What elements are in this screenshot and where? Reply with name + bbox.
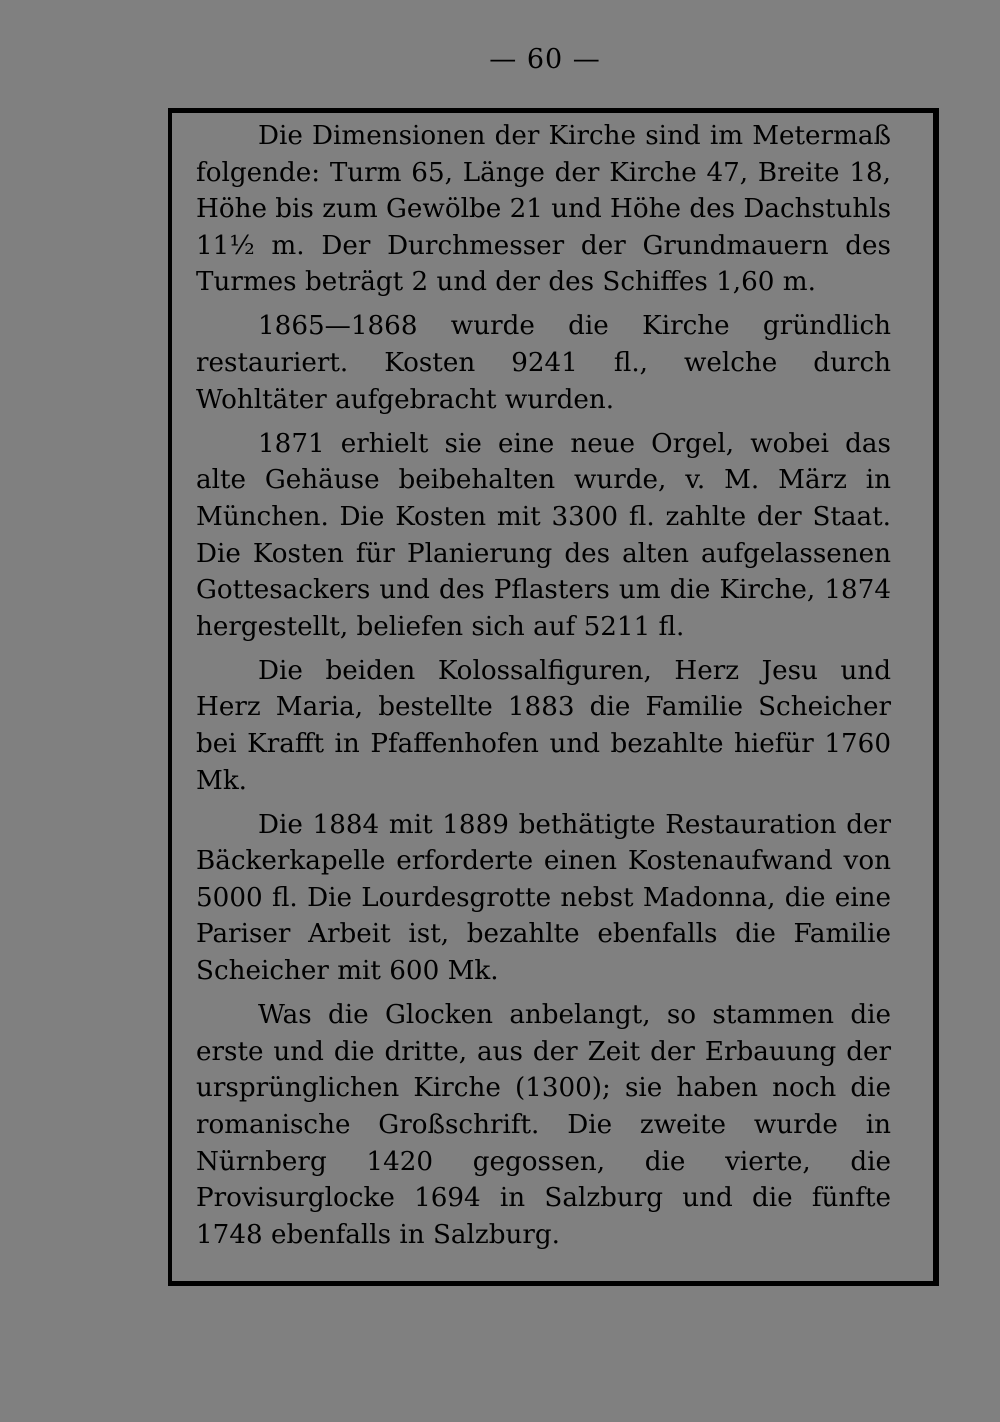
paragraph-organ: 1871 erhielt sie eine neue Orgel, wobei das alte Gehäuse beibehalten wurde, v. M. März in München. Die Kosten mit 3300 fl. zahlte der Staat. Die Kosten für Planierung des alten aufgelassenen Gottesackers und des Pflasters um die Kirche, 1874 hergestellt, beliefen sich auf 5211 fl.: [196, 428, 891, 642]
paragraph-chapel: Die 1884 mit 1889 bethätigte Restauration der Bäckerkapelle erforderte einen Kostenaufwand von 5000 fl. Die Lourdesgrotte nebst Madonna, die eine Pariser Arbeit ist, bezahlte ebenfalls die Familie Scheicher mit 600 Mk.: [196, 809, 891, 987]
paragraph-dimensions: Die Dimensionen der Kirche sind im Metermaß folgende: Turm 65, Länge der Kirche 47, Breite 18, Höhe bis zum Gewölbe 21 und Höhe des Dachstuhls 11½ m. Der Durchmesser der Grundmauern des Turmes beträgt 2 und der des Schiffes 1,60 m.: [196, 121, 892, 298]
paragraph-figures: Die beiden Kolossalfiguren, Herz Jesu und Herz Maria, bestellte 1883 die Familie Scheicher bei Krafft in Pfaffenhofen und bezahlte hiefür 1760 Mk.: [196, 655, 891, 796]
page-number: — 60 —: [489, 44, 601, 75]
paragraph-bells: Was die Glocken anbelangt, so stammen die erste und die dritte, aus der Zeit der Erbauung der ursprünglichen Kirche (1300); sie haben noch die romanische Großschrift. Die zweite wurde in Nürnberg 1420 gegossen, die vierte, die Provisurglocke 1694 in Salzburg und die fünfte 1748 ebenfalls in Salzburg.: [196, 1000, 891, 1250]
page-body: [196, 118, 891, 1253]
paragraph-restoration: 1865—1868 wurde die Kirche gründlich restauriert. Kosten 9241 fl., welche durch Wohltäter aufgebracht wurden.: [196, 311, 891, 415]
